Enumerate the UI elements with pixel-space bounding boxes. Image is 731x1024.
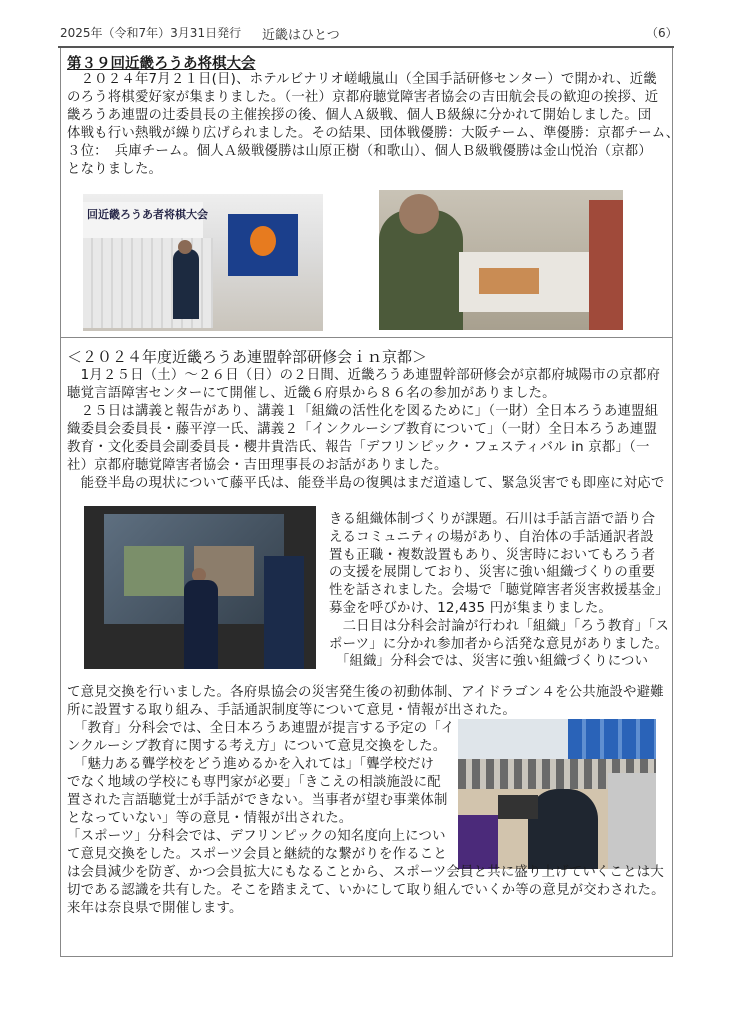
body-text-line: 「スポーツ」分科会では、デフリンピックの知名度向上につい bbox=[67, 829, 446, 844]
body-text-line: となりました。 bbox=[67, 162, 163, 177]
body-text-line: 畿ろうあ連盟の辻委員長の主催挨拶の後、個人Ａ級戦、個人Ｂ級線に分かれて開始しました。団 bbox=[67, 108, 652, 123]
body-text-line: 1月２５日（土）～２６日（日）の２日間、近畿ろうあ連盟幹部研修会が京都府城陽市の京都府 bbox=[67, 368, 661, 383]
section-title: ＜２０２４年度近畿ろうあ連盟幹部研修会ｉｎ京都＞ bbox=[67, 348, 428, 366]
body-text-line: のろう将棋愛好家が集まりました。（一社）京都府聴覚障害者協会の吉田航会長の歓迎の挨拶、近 bbox=[67, 90, 659, 105]
section-title: 第３９回近畿ろうあ将棋大会 bbox=[67, 56, 256, 72]
body-text-line: 置された言語聴覚士が手話ができない。当事者が望む事業体制 bbox=[67, 793, 448, 808]
body-text-line: は会員減少を防ぎ、かつ会員拡大にもなることから、スポーツ会員と共に盛り上げていくことは大 bbox=[67, 865, 664, 880]
banner: 回近畿ろうあ者将棋大会 bbox=[83, 202, 203, 238]
body-text-line: 二日目は分科会討論が行われ「組織」「ろう教育」「ス bbox=[329, 618, 669, 634]
section-training bbox=[60, 337, 673, 957]
body-text-line: ンクルーシブ教育に関する考え方」について意見交換をした。 bbox=[67, 739, 447, 754]
body-text-line: ３位： 兵庫チーム。個人Ａ級戦優勝は山原正樹（和歌山）、個人Ｂ級戦優勝は金山悦治（京都） bbox=[67, 144, 652, 159]
page-number: （6） bbox=[646, 26, 678, 40]
body-text-line: 織委員会委員長・藤平淳一氏、講義２「インクルーシブ教育について」（一財）全日本ろうあ連盟 bbox=[67, 422, 658, 437]
newsletter-title: 近畿はひとつ bbox=[262, 28, 340, 43]
photo-shogi-opening bbox=[83, 194, 323, 331]
body-text-line: 社）京都府聴覚障害者協会・吉田理事長のお話がありました。 bbox=[67, 458, 448, 473]
body-text-line: 来年は奈良県で開催します。 bbox=[67, 901, 243, 916]
body-text-line: 募金を呼びかけ、12,435 円が集まりました。 bbox=[329, 601, 613, 616]
body-text-line: となっていない」等の意見・情報が出された。 bbox=[67, 811, 353, 826]
body-text-line: 「魅力ある聾学校をどう進めるかを入れては」「聾学校だけ bbox=[67, 757, 435, 772]
body-text-line: 聴覚言語障害センターにて開催し、近畿６府県から８６名の参加がありました。 bbox=[67, 386, 556, 401]
body-text-line: 性を話されました。会場で「聴覚障害者災害救援基金」 bbox=[329, 583, 669, 599]
body-text-line: ２５日は講義と報告があり、講義１「組織の活性化を図るために」（一財）全日本ろうあ連盟組 bbox=[67, 404, 659, 419]
body-text-line: 「教育」分科会では、全日本ろうあ連盟が提言する予定の「イ bbox=[67, 721, 455, 736]
body-text-line: て意見交換をした。スポーツ会員と継続的な繋がりを作ること bbox=[67, 847, 447, 862]
flag bbox=[228, 214, 298, 276]
photo-shogi-match bbox=[379, 190, 623, 330]
photo-lecture bbox=[84, 506, 319, 669]
body-text-line: 体戦も行い熱戦が繰り広げられました。その結果、団体戦優勝：大阪チーム、準優勝：京都チーム、 bbox=[67, 126, 680, 141]
body-text-line: でなく地域の学校にも専門家が必要」「きこえの相談施設に配 bbox=[67, 775, 441, 790]
body-text-line: 所に設置する取り組み、手話通訳制度等について意見・情報が出された。 bbox=[67, 703, 517, 718]
body-text-line: 能登半島の現状について藤平氏は、能登半島の復興はまだ道遠して、緊急災害でも即座に対応で bbox=[67, 476, 665, 491]
issue-date: 2025年（令和7年）3月31日発行 bbox=[60, 26, 242, 40]
body-text-line: ２０２４年7月２１日(日)、ホテルビナリオ嵯峨嵐山（全国手話研修センター）で開かれ、近畿 bbox=[67, 72, 657, 87]
body-text-line: 置も正職・複数設置もあり、災害時においてもろう者 bbox=[329, 547, 656, 563]
section-shogi bbox=[60, 48, 680, 338]
body-text-line: 切である認識を共有した。そこを踏まえて、いかにして取り組んでいくか等の意見が交わされた。 bbox=[67, 883, 665, 898]
photo-breakout-session bbox=[458, 719, 656, 869]
body-text-line: て意見交換を行いました。各府県協会の災害発生後の初動体制、アイドラゴン４を公共施設や避難 bbox=[67, 685, 664, 700]
body-text-line: の支援を展開しており、災害に強い組織づくりの重要 bbox=[329, 565, 656, 581]
body-text-line: えるコミュニティの場があり、自治体の手話通訳者設 bbox=[329, 529, 654, 545]
body-text-line: きる組織体制づくりが課題。石川は手話言語で語り合 bbox=[329, 512, 656, 527]
body-text-line: ポーツ」に分かれ参加者から活発な意見がありました。 bbox=[329, 636, 669, 652]
body-text-line: 教育・文化委員会副委員長・櫻井貴浩氏、報告「デフリンピック・フェスティバル in 京都」（一 bbox=[67, 440, 650, 455]
body-text-line: 「組織」分科会では、災害に強い組織づくりについ bbox=[329, 654, 649, 670]
